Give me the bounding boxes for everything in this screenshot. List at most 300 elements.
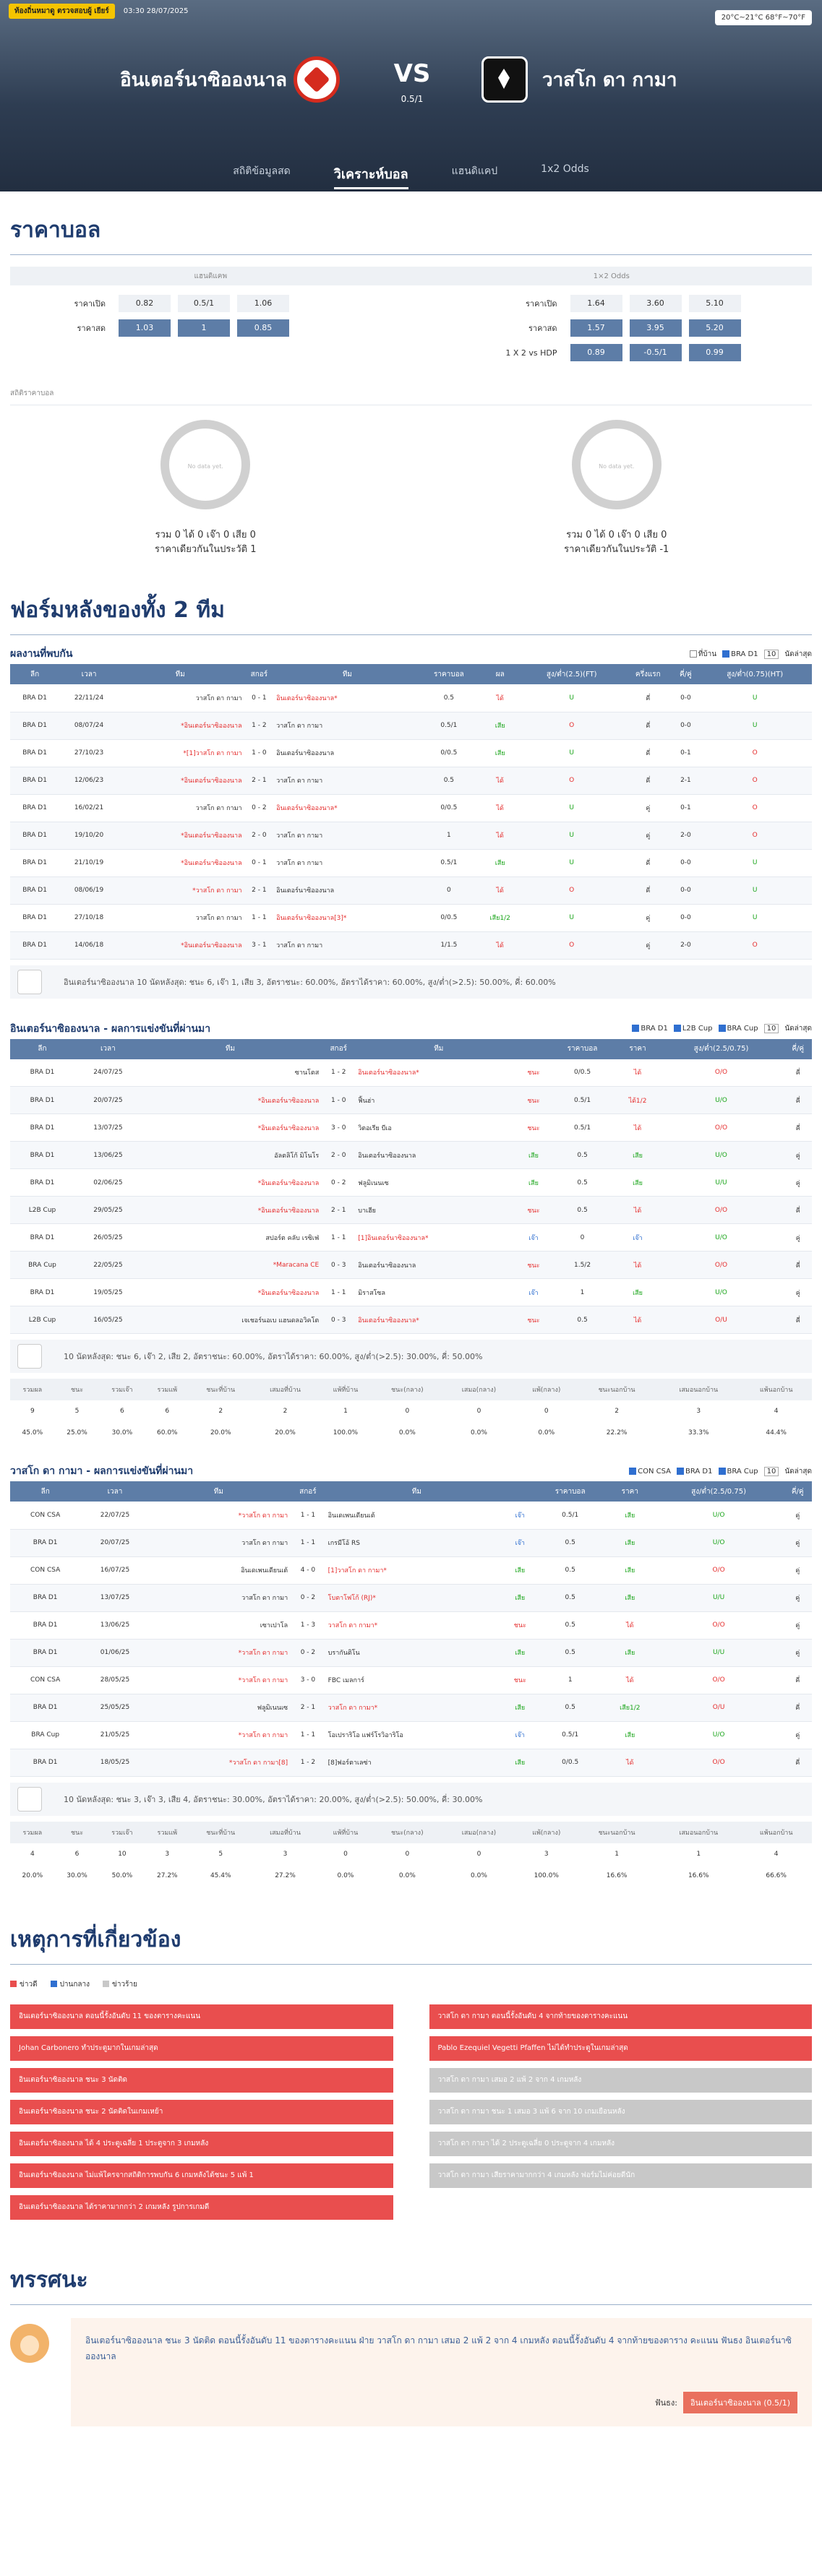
table-cell: เจ๊า <box>519 1279 547 1306</box>
table-cell: 0.5 <box>548 1142 617 1169</box>
table-cell: BRA D1 <box>10 684 59 712</box>
weather-badge: 20°C~21°C 68°F~70°F <box>715 10 812 25</box>
home-recent-title: อินเตอร์นาซิอองนาล - ผลการแข่งขันที่ผ่านมา <box>10 1022 211 1035</box>
odds-row-label: ราคาเปิด <box>525 299 557 309</box>
table-cell: [8]ฟอร์ตาเลซ่า <box>328 1749 505 1776</box>
table-cell: 1 - 1 <box>288 1502 328 1529</box>
away-events <box>429 2004 813 2227</box>
table-cell: 0 <box>548 1224 617 1252</box>
table-cell: เสีย <box>617 1169 658 1197</box>
table-cell: คู่ <box>622 822 673 849</box>
recent-label: นัดล่าสุด <box>784 1467 812 1476</box>
table-cell: U/U <box>654 1584 784 1611</box>
table-cell: 1 - 1 <box>319 1224 358 1252</box>
away-team-name[interactable]: วาสโก ดา กามา <box>542 69 677 91</box>
table-cell: 0/0.5 <box>419 739 479 767</box>
table-cell: คี่ <box>783 1666 812 1694</box>
table-cell: อินเตอร์นาซิอองนาล <box>358 1252 519 1279</box>
odds-row-label: ราคาสด <box>77 324 106 333</box>
stat-cell: 1 <box>343 1408 348 1415</box>
legend-neutral: ปานกลาง <box>51 1979 90 1990</box>
table-cell: U <box>521 849 622 876</box>
table-cell: คี่ <box>784 1059 812 1087</box>
table-cell: 0-0 <box>674 904 698 931</box>
opinion-text: อินเตอร์นาซิอองนาล ชนะ 3 นัดติด ตอนนี้รั้งอันดับ 11 ของตารางคะแนน ฝ่าย วาสโก ดา กามา เสมอ 2 แพ้ 2 จาก 4 เกมหลัง ตอนนี้รั้งอันดับ 4 จากท้ายของตาราง คะแนน ฟันธง อินเตอร์นาซิอองนาล <box>85 2335 792 2361</box>
stat-cell: 66.6% <box>766 1871 787 1879</box>
table-cell: U <box>698 876 812 904</box>
h2h-header <box>0 644 822 664</box>
table-cell: BRA D1 <box>10 822 59 849</box>
table-cell: คู่ <box>783 1556 812 1584</box>
table-cell: U <box>698 849 812 876</box>
table-cell: 0/0.5 <box>419 794 479 822</box>
stat-cell: ชนะ <box>55 1379 100 1400</box>
table-cell: อินเตอร์นาซิอองนาล* <box>358 1059 519 1087</box>
away-recent-header <box>0 1461 822 1481</box>
stat-cell: 4 <box>774 1408 779 1415</box>
stat-cell: รวมเจ๊า <box>99 1379 145 1400</box>
table-cell: 1 <box>548 1279 617 1306</box>
tab-1x2-odds[interactable]: 1x2 Odds <box>541 163 589 175</box>
legend-bad: ข่าวร้าย <box>103 1979 137 1990</box>
filter-bra-cup[interactable]: BRA Cup <box>719 1468 758 1476</box>
pick-label: ฟันธง: <box>654 2398 677 2408</box>
table-cell: ได้1/2 <box>617 1087 658 1114</box>
table-cell: โบตาโฟโก้ (RJ)* <box>328 1584 505 1611</box>
home-stat-table <box>10 1379 812 1444</box>
opinion-box <box>71 2318 812 2426</box>
table-cell: BRA D1 <box>10 712 59 739</box>
table-cell: ได้ <box>606 1749 654 1776</box>
table-cell: คู่ <box>622 794 673 822</box>
table-cell: คู่ <box>783 1639 812 1666</box>
stat-cell: 0.0% <box>471 1429 487 1436</box>
table-cell: 0.5 <box>534 1584 605 1611</box>
odds-row <box>411 316 813 340</box>
handicap-label: 0.5/1 <box>401 94 424 104</box>
home-recent-table <box>10 1039 812 1335</box>
table-cell: 0-0 <box>674 684 698 712</box>
table-cell: U/O <box>659 1142 784 1169</box>
event-item: อินเตอร์นาซิอองนาล ไม่แพ้ใครจากสถิติการพบกัน 6 เกมหลังได้ชนะ 5 แพ้ 1 <box>10 2163 393 2188</box>
table-cell: 1 - 1 <box>288 1529 328 1556</box>
table-cell: คู่ <box>784 1279 812 1306</box>
handicap-odds <box>10 291 411 365</box>
column-header <box>519 1039 547 1059</box>
table-cell: 1 - 1 <box>319 1279 358 1306</box>
table-cell: เซาเปาโล <box>150 1611 288 1639</box>
table-cell: คี่ <box>784 1087 812 1114</box>
table-cell: 0/0.5 <box>534 1749 605 1776</box>
table-cell: คี่ <box>784 1114 812 1142</box>
stat-cell: ชนะนอกบ้าน <box>577 1379 656 1400</box>
table-cell: 22/07/25 <box>80 1502 149 1529</box>
table-cell: เกรมีโอ้ RS <box>328 1529 505 1556</box>
tab-bar <box>0 160 822 189</box>
table-cell: O/O <box>659 1114 784 1142</box>
table-cell: O <box>698 822 812 849</box>
table-cell: 08/06/19 <box>59 876 119 904</box>
table-cell: 02/06/25 <box>74 1169 142 1197</box>
table-cell: 13/06/25 <box>74 1142 142 1169</box>
table-row <box>10 1529 812 1556</box>
stat-cell: 2 <box>283 1408 288 1415</box>
table-cell: O/U <box>659 1306 784 1334</box>
table-cell: วิตอเรีย บีเอ <box>358 1114 519 1142</box>
event-item: วาสโก ดา กามา ชนะ 1 เสมอ 3 แพ้ 6 จาก 10 เกมเยือนหลัง <box>429 2100 813 2124</box>
table-cell: เสีย <box>606 1721 654 1749</box>
match-count-select[interactable]: 10 <box>764 650 779 659</box>
table-cell: 1 <box>419 822 479 849</box>
table-cell: O/U <box>654 1694 784 1721</box>
table-row <box>10 931 812 959</box>
table-row <box>10 1584 812 1611</box>
stat-cell: เสมอที่บ้าน <box>252 1822 318 1843</box>
table-cell: BRA D1 <box>10 1611 80 1639</box>
table-cell: ชนะ <box>505 1666 534 1694</box>
table-cell: 24/07/25 <box>74 1059 142 1087</box>
table-cell: 2 - 1 <box>242 876 277 904</box>
table-cell: U/U <box>654 1639 784 1666</box>
table-cell: ฟลูมิเนนเซ <box>358 1169 519 1197</box>
filter-bra-d1[interactable]: BRA D1 <box>632 1025 668 1033</box>
odds-value: 0.82 <box>119 295 171 312</box>
table-cell: ซานโตส <box>142 1059 319 1087</box>
table-cell: O/O <box>654 1666 784 1694</box>
stat-cell: 0 <box>476 1408 481 1415</box>
table-row <box>10 876 812 904</box>
stat-cell: 0.0% <box>337 1871 354 1879</box>
column-header: ทีม <box>328 1481 505 1502</box>
odds-value: 5.10 <box>689 295 741 312</box>
table-cell: 0.5/1 <box>534 1502 605 1529</box>
table-cell: CON CSA <box>10 1666 80 1694</box>
table-cell: 0-0 <box>674 849 698 876</box>
odds-value: 1.64 <box>570 295 622 312</box>
table-cell: 29/05/25 <box>74 1197 142 1224</box>
stat-cell: แพ้นอกบ้าน <box>740 1822 812 1843</box>
table-cell: BRA D1 <box>10 1087 74 1114</box>
column-header: ราคา <box>606 1481 654 1502</box>
table-cell: L2B Cup <box>10 1306 74 1334</box>
odds-head-1x2: 1×2 Odds <box>593 272 630 280</box>
table-cell: U/O <box>654 1721 784 1749</box>
table-cell: BRA D1 <box>10 1279 74 1306</box>
column-header: ราคาบอล <box>548 1039 617 1059</box>
table-cell: 0.5/1 <box>548 1114 617 1142</box>
table-cell: ชนะ <box>519 1087 547 1114</box>
away-same-odds: ราคาเดียวกันในประวัติ -1 <box>564 544 669 555</box>
match-count-select[interactable]: 10 <box>764 1024 779 1033</box>
recent-label: นัดล่าสุด <box>784 650 812 658</box>
table-cell: 19/05/25 <box>74 1279 142 1306</box>
filter-l2b-cup[interactable]: L2B Cup <box>674 1025 713 1033</box>
stat-cell: แพ้(กลาง) <box>516 1822 578 1843</box>
filter-con-csa[interactable]: CON CSA <box>629 1468 671 1476</box>
table-cell: 0 - 3 <box>319 1306 358 1334</box>
table-cell: วาสโก ดา กามา <box>119 904 242 931</box>
table-cell: 1.5/2 <box>548 1252 617 1279</box>
table-cell: *วาสโก ดา กามา <box>150 1666 288 1694</box>
column-header: คี่/คู่ <box>783 1481 812 1502</box>
home-odds-record: รวม 0 ได้ 0 เจ๊า 0 เสีย 0 <box>155 530 256 540</box>
table-cell: 1 <box>534 1666 605 1694</box>
away-odds-donut <box>411 405 822 586</box>
table-row <box>10 849 812 876</box>
table-cell: คี่ <box>784 1306 812 1334</box>
odds-row-label: ราคาเปิด <box>74 299 106 309</box>
home-recent-summary: 10 นัดหลังสุด: ชนะ 6, เจ๊า 2, เสีย 2, อัตราชนะ: 60.00%, อัตราได้ราคา: 60.00%, สูง/ต่ำ(>2.5): 30.00%, คี่: 50.00% <box>10 1340 812 1373</box>
home-team-logo[interactable] <box>294 56 340 103</box>
table-cell: 21/10/19 <box>59 849 119 876</box>
table-cell: BRA D1 <box>10 1224 74 1252</box>
table-cell: 28/05/25 <box>80 1666 149 1694</box>
table-cell: อินเตอร์นาซิอองนาล* <box>276 684 418 712</box>
stat-cell: 9 <box>30 1408 35 1415</box>
table-cell: BRA D1 <box>10 1584 80 1611</box>
table-cell: 0.5 <box>419 767 479 794</box>
table-cell: O <box>521 876 622 904</box>
stat-cell: 5 <box>218 1850 223 1858</box>
column-header: คี่/คู่ <box>784 1039 812 1059</box>
stat-cell: 1 <box>615 1850 619 1858</box>
column-header: ทีม <box>150 1481 288 1502</box>
tab-live-stats[interactable]: สถิติข้อมูลสด <box>233 165 291 177</box>
table-cell: 2 - 0 <box>242 822 277 849</box>
table-cell: ฟลูมิเนนเซ <box>150 1694 288 1721</box>
table-cell: U <box>521 794 622 822</box>
table-cell: วาสโก ดา กามา <box>119 684 242 712</box>
stat-cell: 0.0% <box>398 1871 416 1879</box>
table-cell: 0.5 <box>534 1611 605 1639</box>
column-header: ลีก <box>10 1481 80 1502</box>
match-count-select[interactable]: 10 <box>764 1467 779 1476</box>
odds-value: 1.57 <box>570 319 622 337</box>
table-cell: *วาสโก ดา กามา[8] <box>150 1749 288 1776</box>
table-cell: เสีย <box>617 1142 658 1169</box>
form-section-title: ฟอร์มหลังของทั้ง 2 ทีม <box>10 598 225 623</box>
stat-cell: 3 <box>283 1850 288 1858</box>
odds-row-label: 1 X 2 vs HDP <box>505 348 557 358</box>
column-header: เวลา <box>59 664 119 684</box>
column-header: คี่/คู่ <box>674 664 698 684</box>
table-cell: BRA D1 <box>10 1639 80 1666</box>
events-legend <box>10 1979 812 1990</box>
stat-cell: 2 <box>615 1408 619 1415</box>
event-item: อินเตอร์นาซิอองนาล ได้ 4 ประตูเฉลี่ย 1 ประตูจาก 3 เกมหลัง <box>10 2132 393 2156</box>
table-cell: 08/07/24 <box>59 712 119 739</box>
filter-bra-cup[interactable]: BRA Cup <box>719 1025 758 1033</box>
odds-value: 1.03 <box>119 319 171 337</box>
filter-bra-d1[interactable]: BRA D1 <box>677 1468 713 1476</box>
table-cell: 25/05/25 <box>80 1694 149 1721</box>
table-cell: 0.5 <box>534 1639 605 1666</box>
tab-analysis[interactable]: วิเคราะห์บอล <box>334 160 408 189</box>
table-cell: อินเตอร์นาซิอองนาล* <box>358 1306 519 1334</box>
table-cell: ได้ <box>606 1611 654 1639</box>
table-cell: เสีย <box>505 1639 534 1666</box>
table-cell: 0-0 <box>674 876 698 904</box>
table-cell: BRA D1 <box>10 1114 74 1142</box>
table-row <box>10 1502 812 1529</box>
stat-cell: 2 <box>218 1408 223 1415</box>
table-cell: 18/05/25 <box>80 1749 149 1776</box>
table-cell: O <box>698 794 812 822</box>
table-cell: BRA D1 <box>10 1694 80 1721</box>
table-cell: BRA D1 <box>10 739 59 767</box>
table-cell: U/O <box>659 1279 784 1306</box>
stat-cell: ชนะที่บ้าน <box>189 1379 252 1400</box>
tab-handicap[interactable]: แฮนดิแคป <box>451 165 498 177</box>
table-cell: 0-1 <box>674 739 698 767</box>
stat-cell: 33.3% <box>688 1429 709 1436</box>
table-cell: 22/11/24 <box>59 684 119 712</box>
table-cell: *[1]วาสโก ดา กามา <box>119 739 242 767</box>
table-cell: วาสโก ดา กามา <box>150 1529 288 1556</box>
table-cell: 3 - 1 <box>242 931 277 959</box>
away-stat-table <box>10 1822 812 1887</box>
stat-cell: 100.0% <box>333 1429 359 1436</box>
odds-head-handicap: แฮนดิแคพ <box>194 272 228 280</box>
table-cell: 1 - 3 <box>288 1611 328 1639</box>
table-cell: คู่ <box>783 1529 812 1556</box>
table-cell: *อินเตอร์นาซิอองนาล <box>119 931 242 959</box>
away-team-logo[interactable] <box>481 56 528 103</box>
stat-cell: 30.0% <box>111 1429 133 1436</box>
table-cell: 1 - 0 <box>242 739 277 767</box>
away-recent-table <box>10 1481 812 1777</box>
table-cell: U/O <box>659 1224 784 1252</box>
column-header: เวลา <box>74 1039 142 1059</box>
event-item: Pablo Ezequiel Vegetti Pfaffen ไม่ได้ทำประตูในเกมล่าสุด <box>429 2036 813 2061</box>
stat-cell: 1 <box>696 1850 701 1858</box>
stat-cell: เสมอ(กลาง) <box>442 1379 515 1400</box>
odds-value: 0.99 <box>689 344 741 361</box>
stat-cell: 45.4% <box>210 1871 231 1879</box>
pencil-icon <box>17 1787 42 1812</box>
table-row <box>10 1142 812 1169</box>
table-cell: *อินเตอร์นาซิอองนาล <box>119 767 242 794</box>
table-cell: [1]วาสโก ดา กามา* <box>328 1556 505 1584</box>
odds-value: -0.5/1 <box>630 344 682 361</box>
table-cell: เจ๊า <box>505 1721 534 1749</box>
stat-cell: 22.2% <box>606 1429 628 1436</box>
table-cell: 13/07/25 <box>80 1584 149 1611</box>
pencil-icon <box>17 1344 42 1369</box>
table-cell: 0.5 <box>548 1306 617 1334</box>
odds-value: 0.89 <box>570 344 622 361</box>
stat-cell: รวมผล <box>10 1822 55 1843</box>
table-cell: ได้ <box>479 684 521 712</box>
stat-cell: 27.2% <box>157 1871 178 1879</box>
table-cell: เจ๊า <box>617 1224 658 1252</box>
table-cell: BRA Cup <box>10 1721 80 1749</box>
stat-cell: 30.0% <box>67 1871 87 1879</box>
table-cell: อินเตอร์นาซิอองนาล <box>276 739 418 767</box>
stat-cell: 6 <box>165 1408 170 1415</box>
stat-cell: ชนะ(กลาง) <box>372 1822 442 1843</box>
event-item: วาสโก ดา กามา ตอนนี้รั้งอันดับ 4 จากท้ายของตารางคะแนน <box>429 2004 813 2029</box>
table-cell: ชนะ <box>519 1252 547 1279</box>
table-cell: คู่ <box>783 1584 812 1611</box>
table-row <box>10 904 812 931</box>
table-cell: BRA D1 <box>10 849 59 876</box>
table-cell: เสีย <box>606 1639 654 1666</box>
nodata-label: No data yet. <box>599 463 635 470</box>
column-header: สูง/ต่ำ(2.5/0.75) <box>659 1039 784 1059</box>
stat-cell: 3 <box>696 1408 701 1415</box>
table-cell: 12/06/23 <box>59 767 119 794</box>
table-row <box>10 1306 812 1334</box>
table-cell: BRA D1 <box>10 904 59 931</box>
table-row <box>10 739 812 767</box>
header-badge[interactable]: ท้องถิ่นหมาดู ตรวจสอบผู้ เยียร์ <box>9 4 115 19</box>
table-cell: คู่ <box>622 904 673 931</box>
table-cell: เสีย <box>505 1694 534 1721</box>
h2h-summary: อินเตอร์นาซิอองนาล 10 นัดหลังสุด: ชนะ 6, เจ๊า 1, เสีย 3, อัตราชนะ: 60.00%, อัตราได้ราคา: 60.00%, สูง/ต่ำ(>2.5): 50.00%, คี่: 60.00% <box>10 965 812 999</box>
table-cell: BRA D1 <box>10 931 59 959</box>
match-datetime: 03:30 28/07/2025 <box>123 7 189 15</box>
table-cell: 0.5/1 <box>419 712 479 739</box>
table-cell: [1]อินเตอร์นาซิอองนาล* <box>358 1224 519 1252</box>
table-cell: บาเฮีย <box>358 1197 519 1224</box>
event-item: วาสโก ดา กามา ได้ 2 ประตูเฉลี่ย 0 ประตูจาก 4 เกมหลัง <box>429 2132 813 2156</box>
table-cell: U/O <box>654 1529 784 1556</box>
table-cell: คี่ <box>622 767 673 794</box>
stat-cell: ชนะนอกบ้าน <box>577 1822 656 1843</box>
table-cell: BRA D1 <box>10 767 59 794</box>
table-cell: คี่ <box>622 739 673 767</box>
opinion-title: ทรรศนะ <box>10 2267 88 2293</box>
table-cell: วาสโก ดา กามา <box>119 794 242 822</box>
stat-cell: 5 <box>74 1408 80 1415</box>
table-cell: 0.5/1 <box>548 1087 617 1114</box>
1x2-odds <box>411 291 813 365</box>
table-cell: O <box>698 739 812 767</box>
table-cell: สปอร์ต คลับ เรซิเฟ่ <box>142 1224 319 1252</box>
event-item: อินเตอร์นาซิอองนาล ชนะ 2 นัดติดในเกมเหย้า <box>10 2100 393 2124</box>
home-team-name[interactable]: อินเตอร์นาซิอองนาล <box>120 69 287 91</box>
column-header: ราคา <box>617 1039 658 1059</box>
table-cell: อินเดเพนเดียนเต้ <box>328 1502 505 1529</box>
table-cell: 2 - 0 <box>319 1142 358 1169</box>
stat-cell: 27.2% <box>275 1871 296 1879</box>
table-cell: เจ๊า <box>505 1529 534 1556</box>
table-cell: O <box>698 767 812 794</box>
table-cell: *อินเตอร์นาซิอองนาล <box>142 1169 319 1197</box>
pick-badge: อินเตอร์นาซิอองนาล (0.5/1) <box>683 2392 797 2413</box>
filter-home[interactable]: ที่บ้าน <box>690 649 716 660</box>
table-cell: 0 <box>419 876 479 904</box>
table-cell: O/O <box>654 1749 784 1776</box>
event-item: Johan Carbonero ทำประตูมากในเกมล่าสุด <box>10 2036 393 2061</box>
table-cell: L2B Cup <box>10 1197 74 1224</box>
table-row <box>10 822 812 849</box>
table-row <box>10 684 812 712</box>
table-cell: O/O <box>654 1611 784 1639</box>
table-cell: ได้ <box>617 1197 658 1224</box>
table-cell: อินเตอร์นาซิอองนาล[3]* <box>276 904 418 931</box>
table-cell: 20/07/25 <box>80 1529 149 1556</box>
table-cell: 0.5 <box>534 1556 605 1584</box>
table-cell: คี่ <box>784 1252 812 1279</box>
stat-cell: 50.0% <box>111 1871 133 1879</box>
table-cell: 1 - 0 <box>319 1087 358 1114</box>
table-cell: CON CSA <box>10 1502 80 1529</box>
table-cell: *อินเตอร์นาซิอองนาล <box>142 1114 319 1142</box>
table-cell: วาสโก ดา กามา <box>276 849 418 876</box>
filter-bra-d1[interactable]: BRA D1 <box>722 650 758 658</box>
